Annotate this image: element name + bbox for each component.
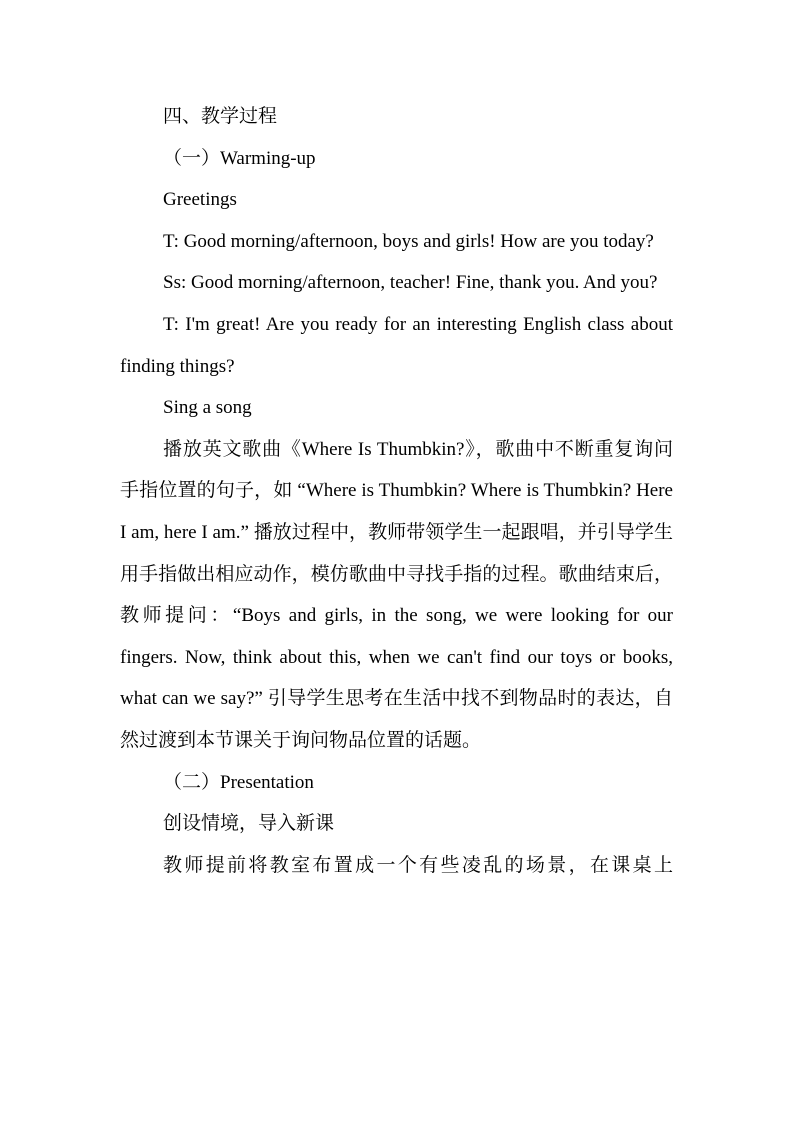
dialog-students-reply: Ss: Good morning/afternoon, teacher! Fine, thank you. And you? bbox=[163, 272, 658, 294]
situation-description: 教师提前将教室布置成一个有些凌乱的场景，在课桌上 bbox=[163, 854, 673, 876]
dialog-teacher-greeting: T: Good morning/afternoon, boys and girls! How are you today? bbox=[163, 230, 654, 252]
sub-create-situation: 创设情境，导入新课 bbox=[163, 813, 335, 835]
dialog-teacher-question: T: I'm great! Are you ready for an interesting English class about finding things? bbox=[120, 313, 673, 377]
document-page bbox=[120, 96, 673, 886]
song-description: 播放英文歌曲《Where Is Thumbkin?》，歌曲中不断重复询问手指位置的句子，如 “Where is Thumbkin? Where is Thumbkin? Here I am, here I am.” 播放过程中，教师带领学生一起跟唱，并引导学生用手指做出相应动作，模仿歌曲中寻找手指的过程。歌曲结束后，教师提问：“Boys and girls, in the song, we were looking for our fingers. Now, think about this, when we can't find our toys or books, what can we say?” 引导学生思考在生活中找不到物品时的表达，自然过渡到本节课关于询问物品位置的话题。 bbox=[120, 438, 673, 751]
sub-sing-a-song: Sing a song bbox=[163, 397, 252, 419]
heading-teaching-process: 四、教学过程 bbox=[163, 106, 278, 127]
sub-greetings: Greetings bbox=[163, 189, 237, 211]
section-warming-up: （一）Warming-up bbox=[163, 147, 316, 169]
section-presentation: （二）Presentation bbox=[163, 771, 314, 793]
